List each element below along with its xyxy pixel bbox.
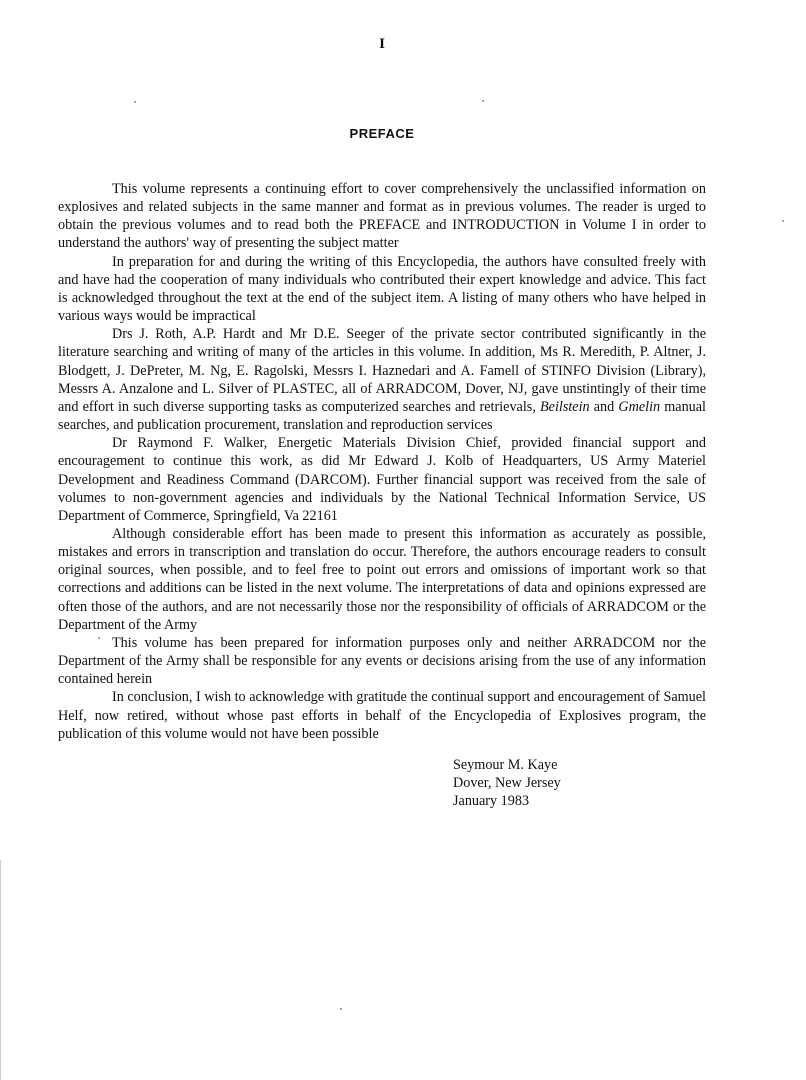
scan-speck	[482, 100, 484, 102]
paragraph-errors: Although considerable effort has been made to present this information as accurately as possible, mistakes and errors in transcription and translation do occur. Therefore, the authors encourage readers to consult original sources, when possible, and to feel free to point out errors and omissions of important work so that corrections and additions can be listed in the next volume. The interpretations of data and opinions expressed are often those of the authors, and are not necessarily those nor the responsibility of officials of ARRADCOM or the Department of the Army	[58, 525, 706, 633]
paragraph-contributors-tail: manual searches, and publication procurement, translation and reproduction services	[58, 398, 706, 434]
paragraph-contributors-conjunction: and	[589, 398, 619, 415]
paragraph-contributors	[58, 325, 706, 434]
paragraph-contributors-text: Drs J. Roth, A.P. Hardt and Mr D.E. Seeger of the private sector contributed significantly in the literature searching and writing of many of the articles in this volume. In addition, Ms R. Meredith, P. Altner, J. Blodgett, J. DePreter, M. Ng, E. Ragolski, Messrs I. Haznedari and A. Famell of STINFO Division (Library), Messrs A. Anzalone and L. Silver of PLASTEC, all of ARRADCOM, Dover, NJ, gave unstintingly of their time and effort in such diverse supporting tasks as computerized searches and retrievals,	[58, 326, 706, 415]
paragraph-cooperation: In preparation for and during the writing of this Encyclopedia, the authors have consulted freely with and have had the cooperation of many individuals who contributed their expert knowledge and advice. This fact is acknowledged throughout the text at the end of the subject item. A listing of many others who have helped in various ways would be impractical	[58, 253, 706, 325]
page-title: PREFACE	[349, 126, 415, 141]
beilstein-reference: Beilstein	[539, 398, 590, 415]
scan-margin-line	[0, 860, 1, 1080]
signature-location: Dover, New Jersey	[453, 775, 561, 791]
signature-block	[453, 756, 561, 810]
page-number: I	[379, 36, 385, 52]
paragraph-disclaimer: This volume has been prepared for information purposes only and neither ARRADCOM nor the Department of the Army shall be responsible for any events or decisions arising from the use of any information contained herein	[58, 634, 706, 688]
signature-name: Seymour M. Kaye	[453, 757, 558, 773]
paragraph-financial-support: Dr Raymond F. Walker, Energetic Materials Division Chief, provided financial support and encouragement to continue this work, as did Mr Edward J. Kolb of Headquarters, US Army Materiel Development and Readiness Command (DARCOM). Further financial support was received from the sale of volumes to non-government agencies and individuals by the National Technical Information Service, US Department of Commerce, Springfield, Va 22161	[58, 435, 706, 524]
scan-speck	[98, 637, 100, 639]
paragraph-conclusion: In conclusion, I wish to acknowledge with gratitude the continual support and encouragement of Samuel Helf, now retired, without whose past efforts in behalf of the Encyclopedia of Explosives program, the publication of this volume would not have been possible	[58, 689, 706, 742]
paragraph-intro: This volume represents a continuing effort to cover comprehensively the unclassified information on explosives and related subjects in the same manner and format as in previous volumes. The reader is urged to obtain the previous volumes and to read both the PREFACE and INTRODUCTION in Volume I in order to understand the authors' way of presenting the subject matter	[58, 181, 706, 252]
gmelin-reference: Gmelin	[618, 398, 661, 415]
scan-speck	[782, 220, 784, 222]
scan-speck	[134, 101, 136, 103]
scan-speck	[340, 1008, 342, 1010]
signature-date: January 1983	[453, 793, 530, 809]
preface-body	[58, 180, 706, 743]
